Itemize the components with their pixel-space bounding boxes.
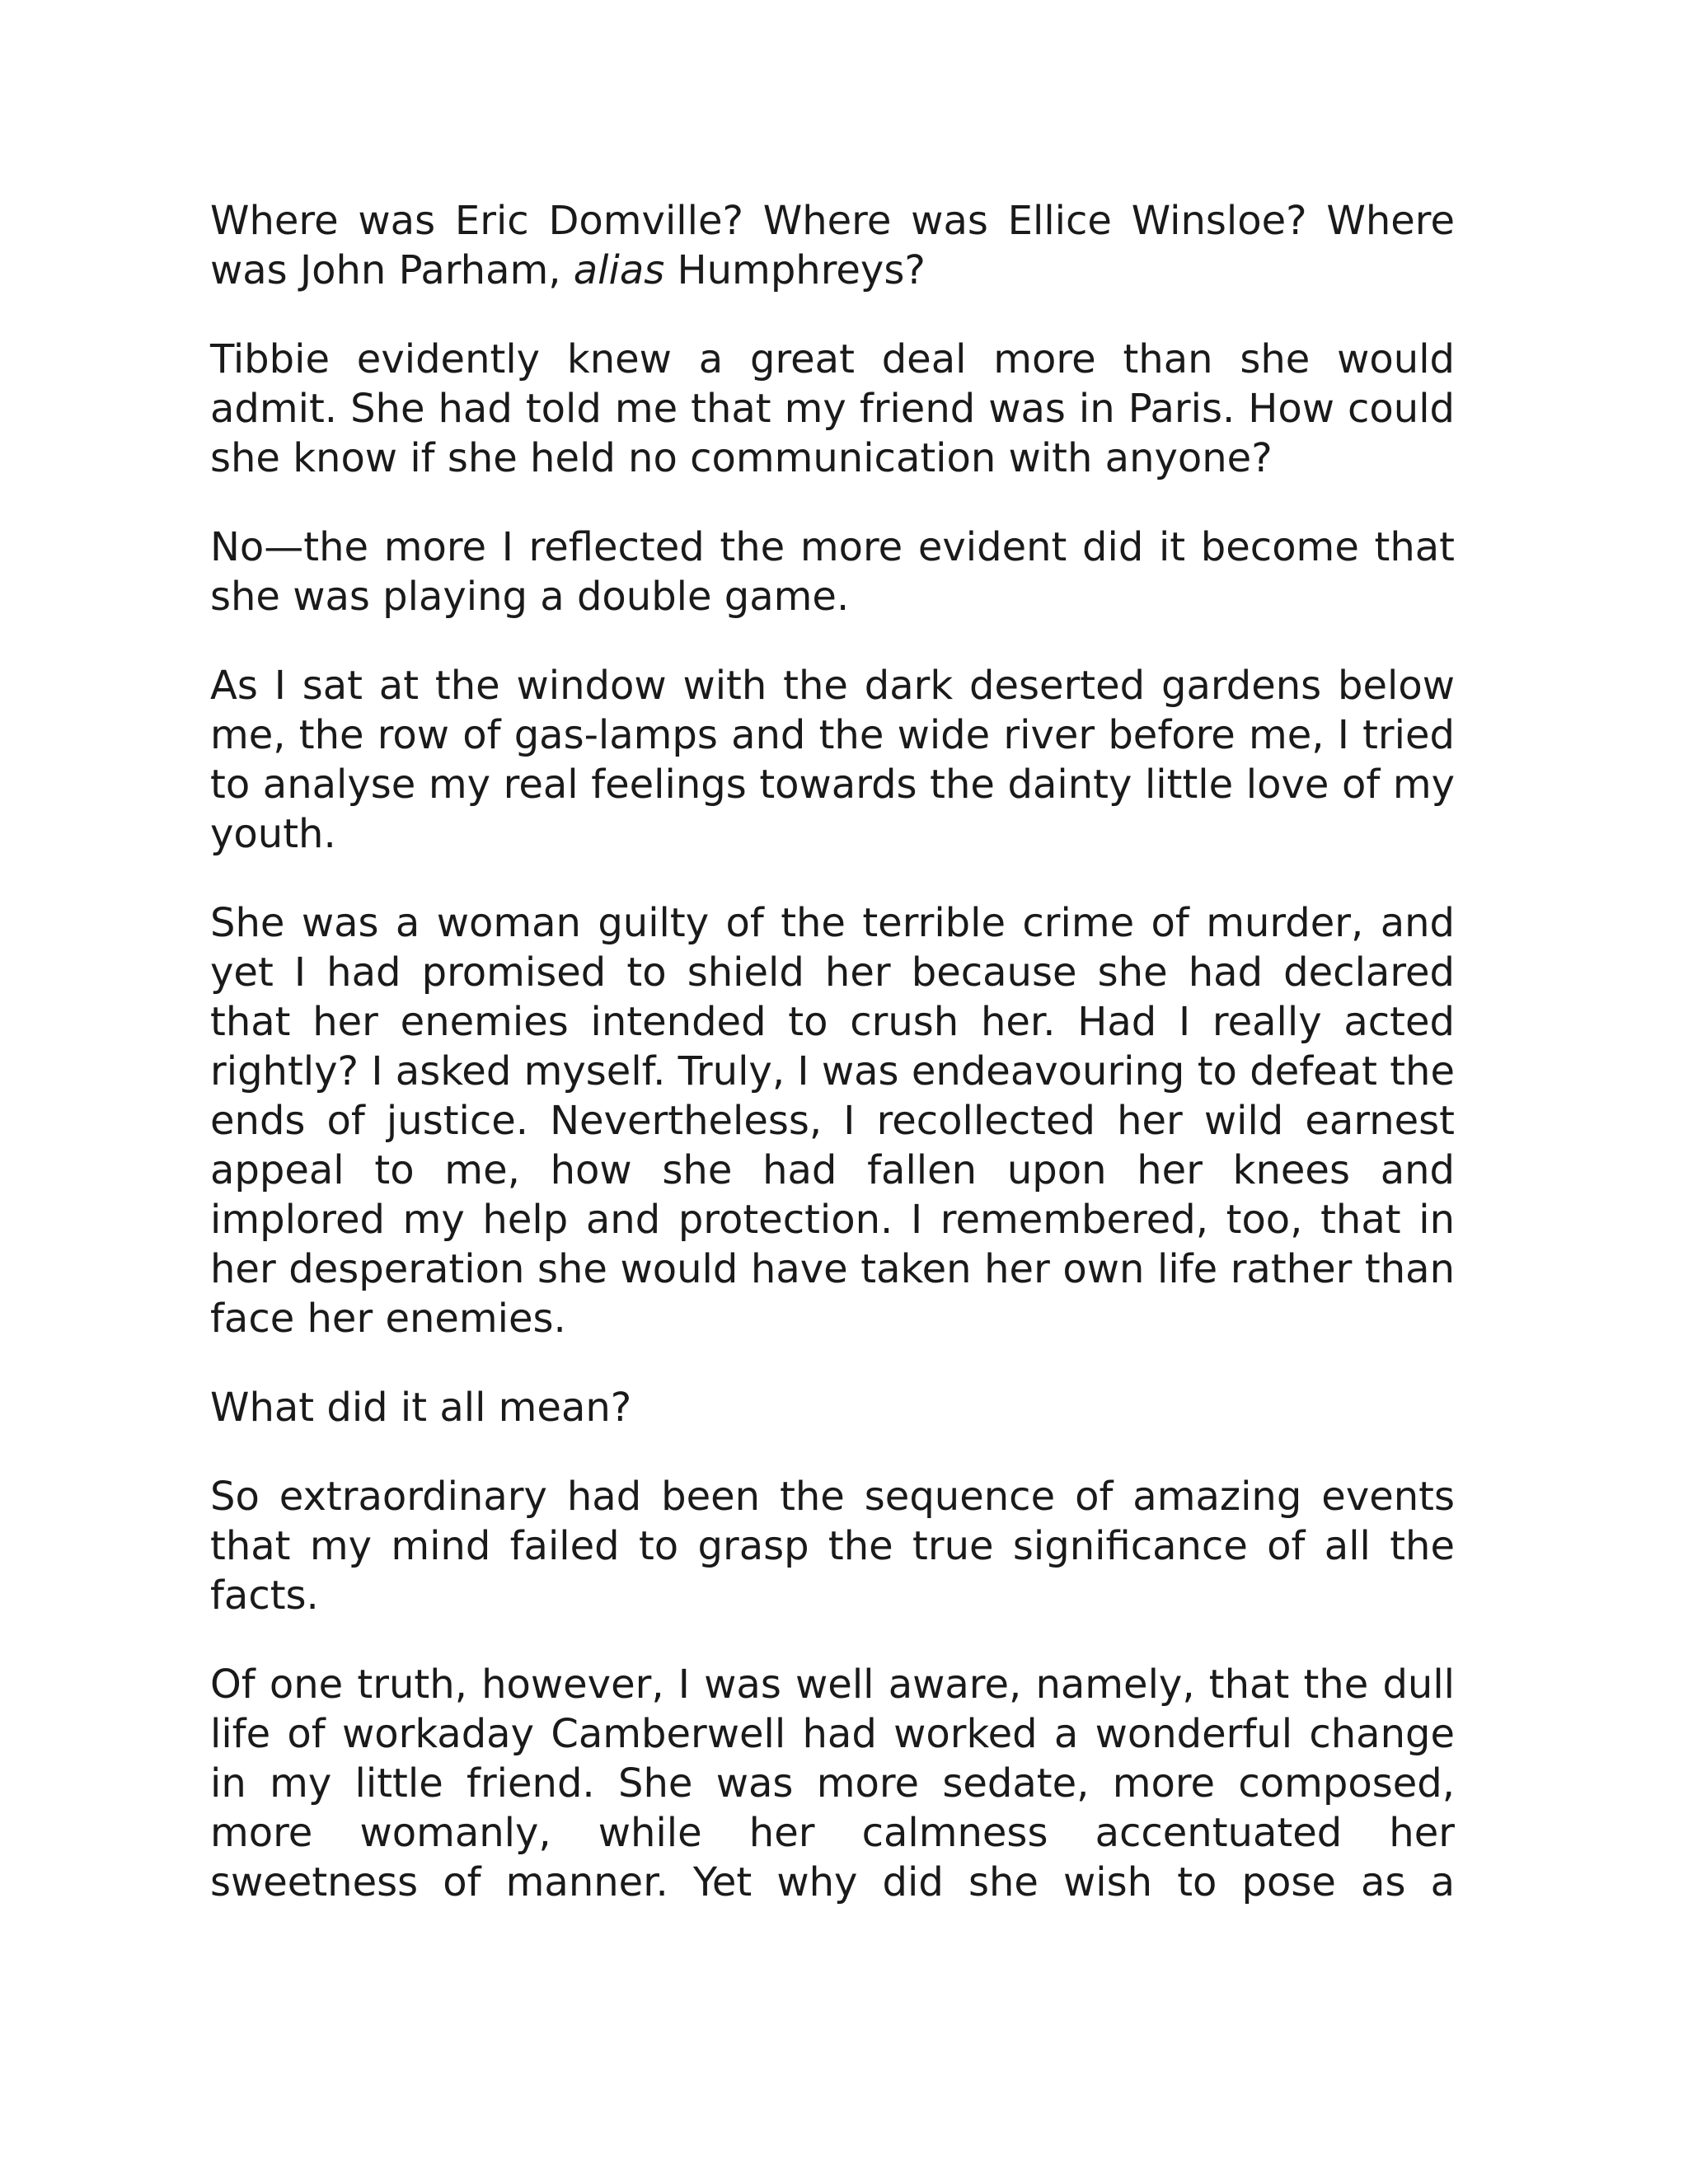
paragraph-1-text-after: Humphreys?	[664, 247, 926, 293]
paragraph-6: What did it all mean?	[210, 1385, 632, 1431]
paragraph-4: As I sat at the window with the dark deserted gardens below me, the row of gas-lamps and the wide river before me, I tried to analyse my real feelings towards the dainty little love of my youth.	[210, 663, 1455, 857]
paragraph-8: Of one truth, however, I was well aware, namely, that the dull life of workaday Camberwell had worked a wonderful change in my little friend. She was more sedate, more composed, more womanly, while her calmness accentuated her sweetness of manner. Yet why did she wish to pose as a	[210, 1661, 1455, 1905]
paragraph-2: Tibbie evidently knew a great deal more than she would admit. She had told me that my friend was in Paris. How could she know if she held no communication with anyone?	[210, 336, 1455, 481]
paragraph-1	[210, 196, 1455, 295]
paragraph-1-italic-alias: alias	[573, 247, 665, 293]
document-page	[210, 196, 1455, 1907]
paragraph-1-text-before: Where was Eric Domville? Where was Ellice Winsloe? Where was John Parham,	[210, 198, 1455, 293]
paragraph-3: No—the more I reflected the more evident did it become that she was playing a double game.	[210, 524, 1455, 620]
paragraph-5: She was a woman guilty of the terrible crime of murder, and yet I had promised to shield her because she had declared that her enemies intended to crush her. Had I really acted rightly? I asked myself. Truly, I was endeavouring to defeat the ends of justice. Nevertheless, I recollected her wild earnest appeal to me, how she had fallen upon her knees and implored my help and protection. I remembered, too, that in her desperation she would have taken her own life rather than face her enemies.	[210, 900, 1455, 1342]
paragraph-7: So extraordinary had been the sequence of amazing events that my mind failed to grasp the true significance of all the facts.	[210, 1474, 1455, 1619]
